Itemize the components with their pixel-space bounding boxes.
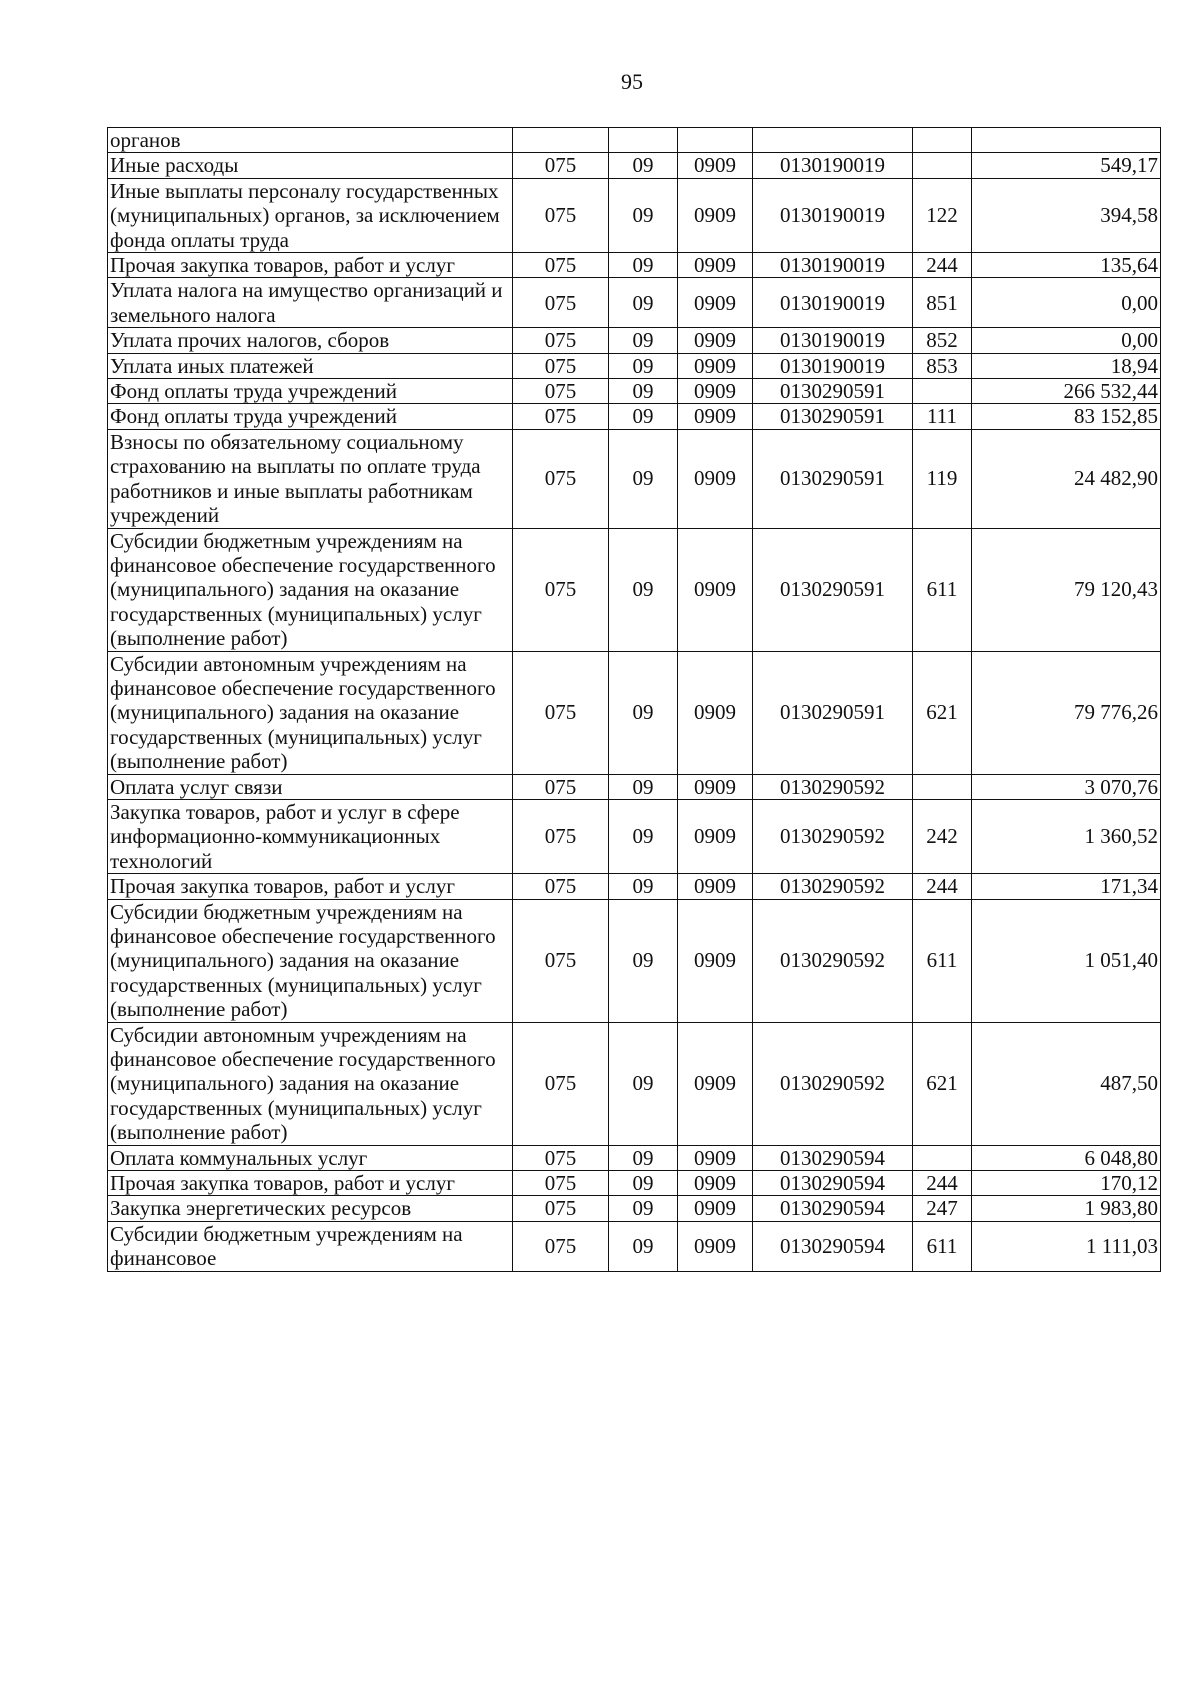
ministry-code-cell: 075 <box>513 1022 609 1145</box>
ministry-code-cell: 075 <box>513 278 609 328</box>
expense-type-cell: 851 <box>913 278 972 328</box>
amount-cell: 79 120,43 <box>972 528 1161 651</box>
table-row <box>108 353 1161 378</box>
ministry-code-cell: 075 <box>513 528 609 651</box>
target-article-cell: 0130290592 <box>753 774 913 799</box>
expense-name-cell: Уплата налога на имущество организаций и земельного налога <box>108 278 513 328</box>
subsection-code-cell: 0909 <box>678 899 753 1022</box>
expense-type-cell: 244 <box>913 1171 972 1196</box>
subsection-code-cell: 0909 <box>678 1221 753 1271</box>
subsection-code-cell: 0909 <box>678 278 753 328</box>
expense-type-cell: 244 <box>913 253 972 278</box>
expense-name-cell: Фонд оплаты труда учреждений <box>108 379 513 404</box>
section-code-cell: 09 <box>609 253 678 278</box>
target-article-cell: 0130290594 <box>753 1171 913 1196</box>
section-code-cell <box>609 128 678 153</box>
ministry-code-cell: 075 <box>513 651 609 774</box>
target-article-cell: 0130290594 <box>753 1196 913 1221</box>
expense-type-cell: 244 <box>913 874 972 899</box>
target-article-cell: 0130290592 <box>753 1022 913 1145</box>
subsection-code-cell: 0909 <box>678 153 753 178</box>
section-code-cell: 09 <box>609 1171 678 1196</box>
section-code-cell: 09 <box>609 379 678 404</box>
ministry-code-cell: 075 <box>513 774 609 799</box>
ministry-code-cell: 075 <box>513 1196 609 1221</box>
expense-type-cell: 852 <box>913 328 972 353</box>
table-row <box>108 651 1161 774</box>
target-article-cell: 0130190019 <box>753 253 913 278</box>
expense-type-cell <box>913 379 972 404</box>
ministry-code-cell: 075 <box>513 153 609 178</box>
amount-cell: 266 532,44 <box>972 379 1161 404</box>
subsection-code-cell: 0909 <box>678 328 753 353</box>
expense-type-cell: 111 <box>913 404 972 429</box>
ministry-code-cell: 075 <box>513 1145 609 1170</box>
expense-name-cell: Субсидии бюджетным учреждениям на финансовое обеспечение государственного (муниципального) задания на оказание государственных (муниципальных) услуг (выполнение работ) <box>108 899 513 1022</box>
expense-name-cell: Закупка товаров, работ и услуг в сфере информационно-коммуникационных технологий <box>108 799 513 873</box>
ministry-code-cell: 075 <box>513 404 609 429</box>
subsection-code-cell: 0909 <box>678 1022 753 1145</box>
table-body <box>108 128 1161 1272</box>
table-row <box>108 379 1161 404</box>
subsection-code-cell: 0909 <box>678 353 753 378</box>
amount-cell: 24 482,90 <box>972 429 1161 528</box>
expense-type-cell <box>913 774 972 799</box>
ministry-code-cell: 075 <box>513 253 609 278</box>
expense-name-cell: Субсидии бюджетным учреждениям на финансовое обеспечение государственного (муниципального) задания на оказание государственных (муниципальных) услуг (выполнение работ) <box>108 528 513 651</box>
table-row <box>108 1145 1161 1170</box>
amount-cell: 171,34 <box>972 874 1161 899</box>
target-article-cell: 0130290591 <box>753 379 913 404</box>
amount-cell: 79 776,26 <box>972 651 1161 774</box>
expense-type-cell: 611 <box>913 899 972 1022</box>
table-row <box>108 774 1161 799</box>
table-row <box>108 328 1161 353</box>
ministry-code-cell: 075 <box>513 1221 609 1271</box>
expense-name-cell: Прочая закупка товаров, работ и услуг <box>108 1171 513 1196</box>
amount-cell: 1 983,80 <box>972 1196 1161 1221</box>
target-article-cell: 0130190019 <box>753 178 913 252</box>
target-article-cell: 0130190019 <box>753 328 913 353</box>
section-code-cell: 09 <box>609 799 678 873</box>
target-article-cell: 0130190019 <box>753 153 913 178</box>
amount-cell: 1 111,03 <box>972 1221 1161 1271</box>
amount-cell: 3 070,76 <box>972 774 1161 799</box>
expense-name-cell: Уплата прочих налогов, сборов <box>108 328 513 353</box>
target-article-cell: 0130290591 <box>753 429 913 528</box>
subsection-code-cell: 0909 <box>678 429 753 528</box>
amount-cell: 6 048,80 <box>972 1145 1161 1170</box>
table-row <box>108 404 1161 429</box>
table-row <box>108 874 1161 899</box>
expense-type-cell: 853 <box>913 353 972 378</box>
budget-table <box>107 127 1161 1272</box>
expense-name-cell: Оплата услуг связи <box>108 774 513 799</box>
expense-type-cell: 621 <box>913 1022 972 1145</box>
expense-name-cell: органов <box>108 128 513 153</box>
target-article-cell <box>753 128 913 153</box>
section-code-cell: 09 <box>609 651 678 774</box>
subsection-code-cell: 0909 <box>678 1145 753 1170</box>
amount-cell: 1 051,40 <box>972 899 1161 1022</box>
amount-cell: 18,94 <box>972 353 1161 378</box>
table-row <box>108 429 1161 528</box>
expense-type-cell: 247 <box>913 1196 972 1221</box>
ministry-code-cell: 075 <box>513 1171 609 1196</box>
expense-type-cell <box>913 1145 972 1170</box>
expense-type-cell: 621 <box>913 651 972 774</box>
target-article-cell: 0130190019 <box>753 353 913 378</box>
amount-cell: 394,58 <box>972 178 1161 252</box>
expense-name-cell: Иные выплаты персоналу государственных (муниципальных) органов, за исключением фонда оплаты труда <box>108 178 513 252</box>
section-code-cell: 09 <box>609 1022 678 1145</box>
ministry-code-cell <box>513 128 609 153</box>
expense-type-cell <box>913 128 972 153</box>
subsection-code-cell: 0909 <box>678 528 753 651</box>
subsection-code-cell: 0909 <box>678 253 753 278</box>
table-row <box>108 278 1161 328</box>
amount-cell: 83 152,85 <box>972 404 1161 429</box>
table-row <box>108 799 1161 873</box>
table-row <box>108 153 1161 178</box>
section-code-cell: 09 <box>609 153 678 178</box>
subsection-code-cell: 0909 <box>678 799 753 873</box>
expense-type-cell: 611 <box>913 528 972 651</box>
amount-cell: 0,00 <box>972 328 1161 353</box>
amount-cell <box>972 128 1161 153</box>
ministry-code-cell: 075 <box>513 379 609 404</box>
table-row <box>108 253 1161 278</box>
ministry-code-cell: 075 <box>513 178 609 252</box>
section-code-cell: 09 <box>609 353 678 378</box>
section-code-cell: 09 <box>609 874 678 899</box>
subsection-code-cell: 0909 <box>678 379 753 404</box>
expense-name-cell: Иные расходы <box>108 153 513 178</box>
expense-name-cell: Субсидии автономным учреждениям на финансовое обеспечение государственного (муниципального) задания на оказание государственных (муниципальных) услуг (выполнение работ) <box>108 651 513 774</box>
amount-cell: 1 360,52 <box>972 799 1161 873</box>
page-number: 95 <box>621 69 643 94</box>
ministry-code-cell: 075 <box>513 429 609 528</box>
expense-name-cell: Закупка энергетических ресурсов <box>108 1196 513 1221</box>
expense-name-cell: Прочая закупка товаров, работ и услуг <box>108 253 513 278</box>
subsection-code-cell: 0909 <box>678 178 753 252</box>
section-code-cell: 09 <box>609 178 678 252</box>
target-article-cell: 0130290594 <box>753 1145 913 1170</box>
expense-type-cell: 119 <box>913 429 972 528</box>
subsection-code-cell: 0909 <box>678 1171 753 1196</box>
target-article-cell: 0130190019 <box>753 278 913 328</box>
table-row <box>108 128 1161 153</box>
section-code-cell: 09 <box>609 328 678 353</box>
subsection-code-cell: 0909 <box>678 774 753 799</box>
ministry-code-cell: 075 <box>513 899 609 1022</box>
section-code-cell: 09 <box>609 774 678 799</box>
expense-type-cell <box>913 153 972 178</box>
section-code-cell: 09 <box>609 278 678 328</box>
expense-name-cell: Уплата иных платежей <box>108 353 513 378</box>
expense-type-cell: 242 <box>913 799 972 873</box>
amount-cell: 487,50 <box>972 1022 1161 1145</box>
expense-name-cell: Оплата коммунальных услуг <box>108 1145 513 1170</box>
expense-name-cell: Фонд оплаты труда учреждений <box>108 404 513 429</box>
target-article-cell: 0130290594 <box>753 1221 913 1271</box>
table-row <box>108 178 1161 252</box>
target-article-cell: 0130290592 <box>753 874 913 899</box>
target-article-cell: 0130290592 <box>753 799 913 873</box>
table-row <box>108 1221 1161 1271</box>
section-code-cell: 09 <box>609 429 678 528</box>
table-row <box>108 528 1161 651</box>
target-article-cell: 0130290591 <box>753 528 913 651</box>
subsection-code-cell: 0909 <box>678 651 753 774</box>
expense-name-cell: Субсидии бюджетным учреждениям на финансовое <box>108 1221 513 1271</box>
section-code-cell: 09 <box>609 404 678 429</box>
amount-cell: 135,64 <box>972 253 1161 278</box>
ministry-code-cell: 075 <box>513 799 609 873</box>
table-row <box>108 1022 1161 1145</box>
expense-type-cell: 122 <box>913 178 972 252</box>
target-article-cell: 0130290592 <box>753 899 913 1022</box>
section-code-cell: 09 <box>609 1196 678 1221</box>
section-code-cell: 09 <box>609 528 678 651</box>
section-code-cell: 09 <box>609 1221 678 1271</box>
section-code-cell: 09 <box>609 1145 678 1170</box>
expense-name-cell: Прочая закупка товаров, работ и услуг <box>108 874 513 899</box>
table-row <box>108 899 1161 1022</box>
ministry-code-cell: 075 <box>513 874 609 899</box>
target-article-cell: 0130290591 <box>753 404 913 429</box>
expense-name-cell: Взносы по обязательному социальному страхованию на выплаты по оплате труда работников и иные выплаты работникам учреждений <box>108 429 513 528</box>
subsection-code-cell: 0909 <box>678 1196 753 1221</box>
expense-name-cell: Субсидии автономным учреждениям на финансовое обеспечение государственного (муниципального) задания на оказание государственных (муниципальных) услуг (выполнение работ) <box>108 1022 513 1145</box>
table-row <box>108 1171 1161 1196</box>
ministry-code-cell: 075 <box>513 328 609 353</box>
section-code-cell: 09 <box>609 899 678 1022</box>
subsection-code-cell: 0909 <box>678 404 753 429</box>
table-row <box>108 1196 1161 1221</box>
target-article-cell: 0130290591 <box>753 651 913 774</box>
amount-cell: 0,00 <box>972 278 1161 328</box>
subsection-code-cell: 0909 <box>678 874 753 899</box>
subsection-code-cell <box>678 128 753 153</box>
amount-cell: 549,17 <box>972 153 1161 178</box>
expense-type-cell: 611 <box>913 1221 972 1271</box>
ministry-code-cell: 075 <box>513 353 609 378</box>
amount-cell: 170,12 <box>972 1171 1161 1196</box>
